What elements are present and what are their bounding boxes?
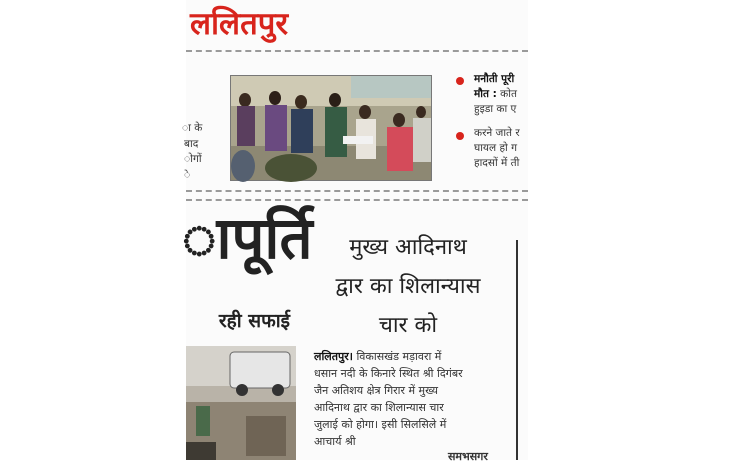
story-body-text: विकासखंड मड़ावरा में	[352, 350, 442, 363]
story-dateline: ललितपुर।	[314, 350, 353, 363]
column-rule	[516, 240, 518, 460]
brief-item	[474, 126, 534, 171]
brief-title: मनौती पूरी	[474, 73, 515, 85]
story-body-line: आदिनाथ द्वार का शिलान्यास चार	[314, 401, 444, 414]
brief-lead: मौत :	[474, 88, 497, 100]
left-fragment-line: ा के	[182, 122, 203, 134]
vehicle-photo-image	[186, 346, 296, 460]
dashed-divider	[186, 190, 528, 192]
masthead-title: ललितपुर	[190, 6, 289, 42]
story-body-line: जैन अतिशय क्षेत्र गिरार में मुख्य	[314, 384, 438, 397]
story-body-line	[314, 348, 498, 365]
lead-story-subhead: रही सफाई	[218, 310, 290, 332]
brief-item	[474, 72, 534, 117]
brief-bullet	[456, 132, 464, 140]
left-fragment-line: ोगों	[184, 153, 202, 165]
story-body-line: आचार्य श्री	[314, 435, 356, 448]
left-fragment-line: बाद	[184, 138, 199, 150]
story-headline-line: चार को	[378, 313, 438, 338]
dashed-divider	[186, 199, 528, 201]
story-body-line: धसान नदी के किनारे स्थित श्री दिगंबर	[314, 367, 463, 380]
crowd-photo-image	[231, 76, 431, 180]
story-byline: समभसगर	[448, 450, 488, 463]
lead-story-headline: ापूर्ति	[182, 204, 313, 272]
brief-text: हुइडा का ए	[474, 103, 517, 115]
brief-bullet	[456, 77, 464, 85]
story-headline-line: मुख्य आदिनाथ	[349, 235, 467, 260]
story-body	[314, 348, 498, 450]
story-headline	[308, 228, 508, 345]
story-headline-line: द्वार का शिलान्यास	[335, 274, 481, 299]
newspaper-page	[182, 0, 528, 463]
brief-text: करने जाते र	[474, 127, 520, 139]
left-fragment-line: े	[184, 169, 191, 181]
news-photo-crowd	[230, 75, 432, 181]
dashed-divider	[186, 50, 528, 52]
lead-story-photo	[186, 346, 296, 460]
brief-text: कोत	[496, 88, 517, 100]
brief-text: हादसों में ती	[474, 157, 520, 169]
brief-text: घायल हो ग	[474, 142, 518, 154]
story-body-line: जुलाई को होगा। इसी सिलसिले में	[314, 418, 447, 431]
